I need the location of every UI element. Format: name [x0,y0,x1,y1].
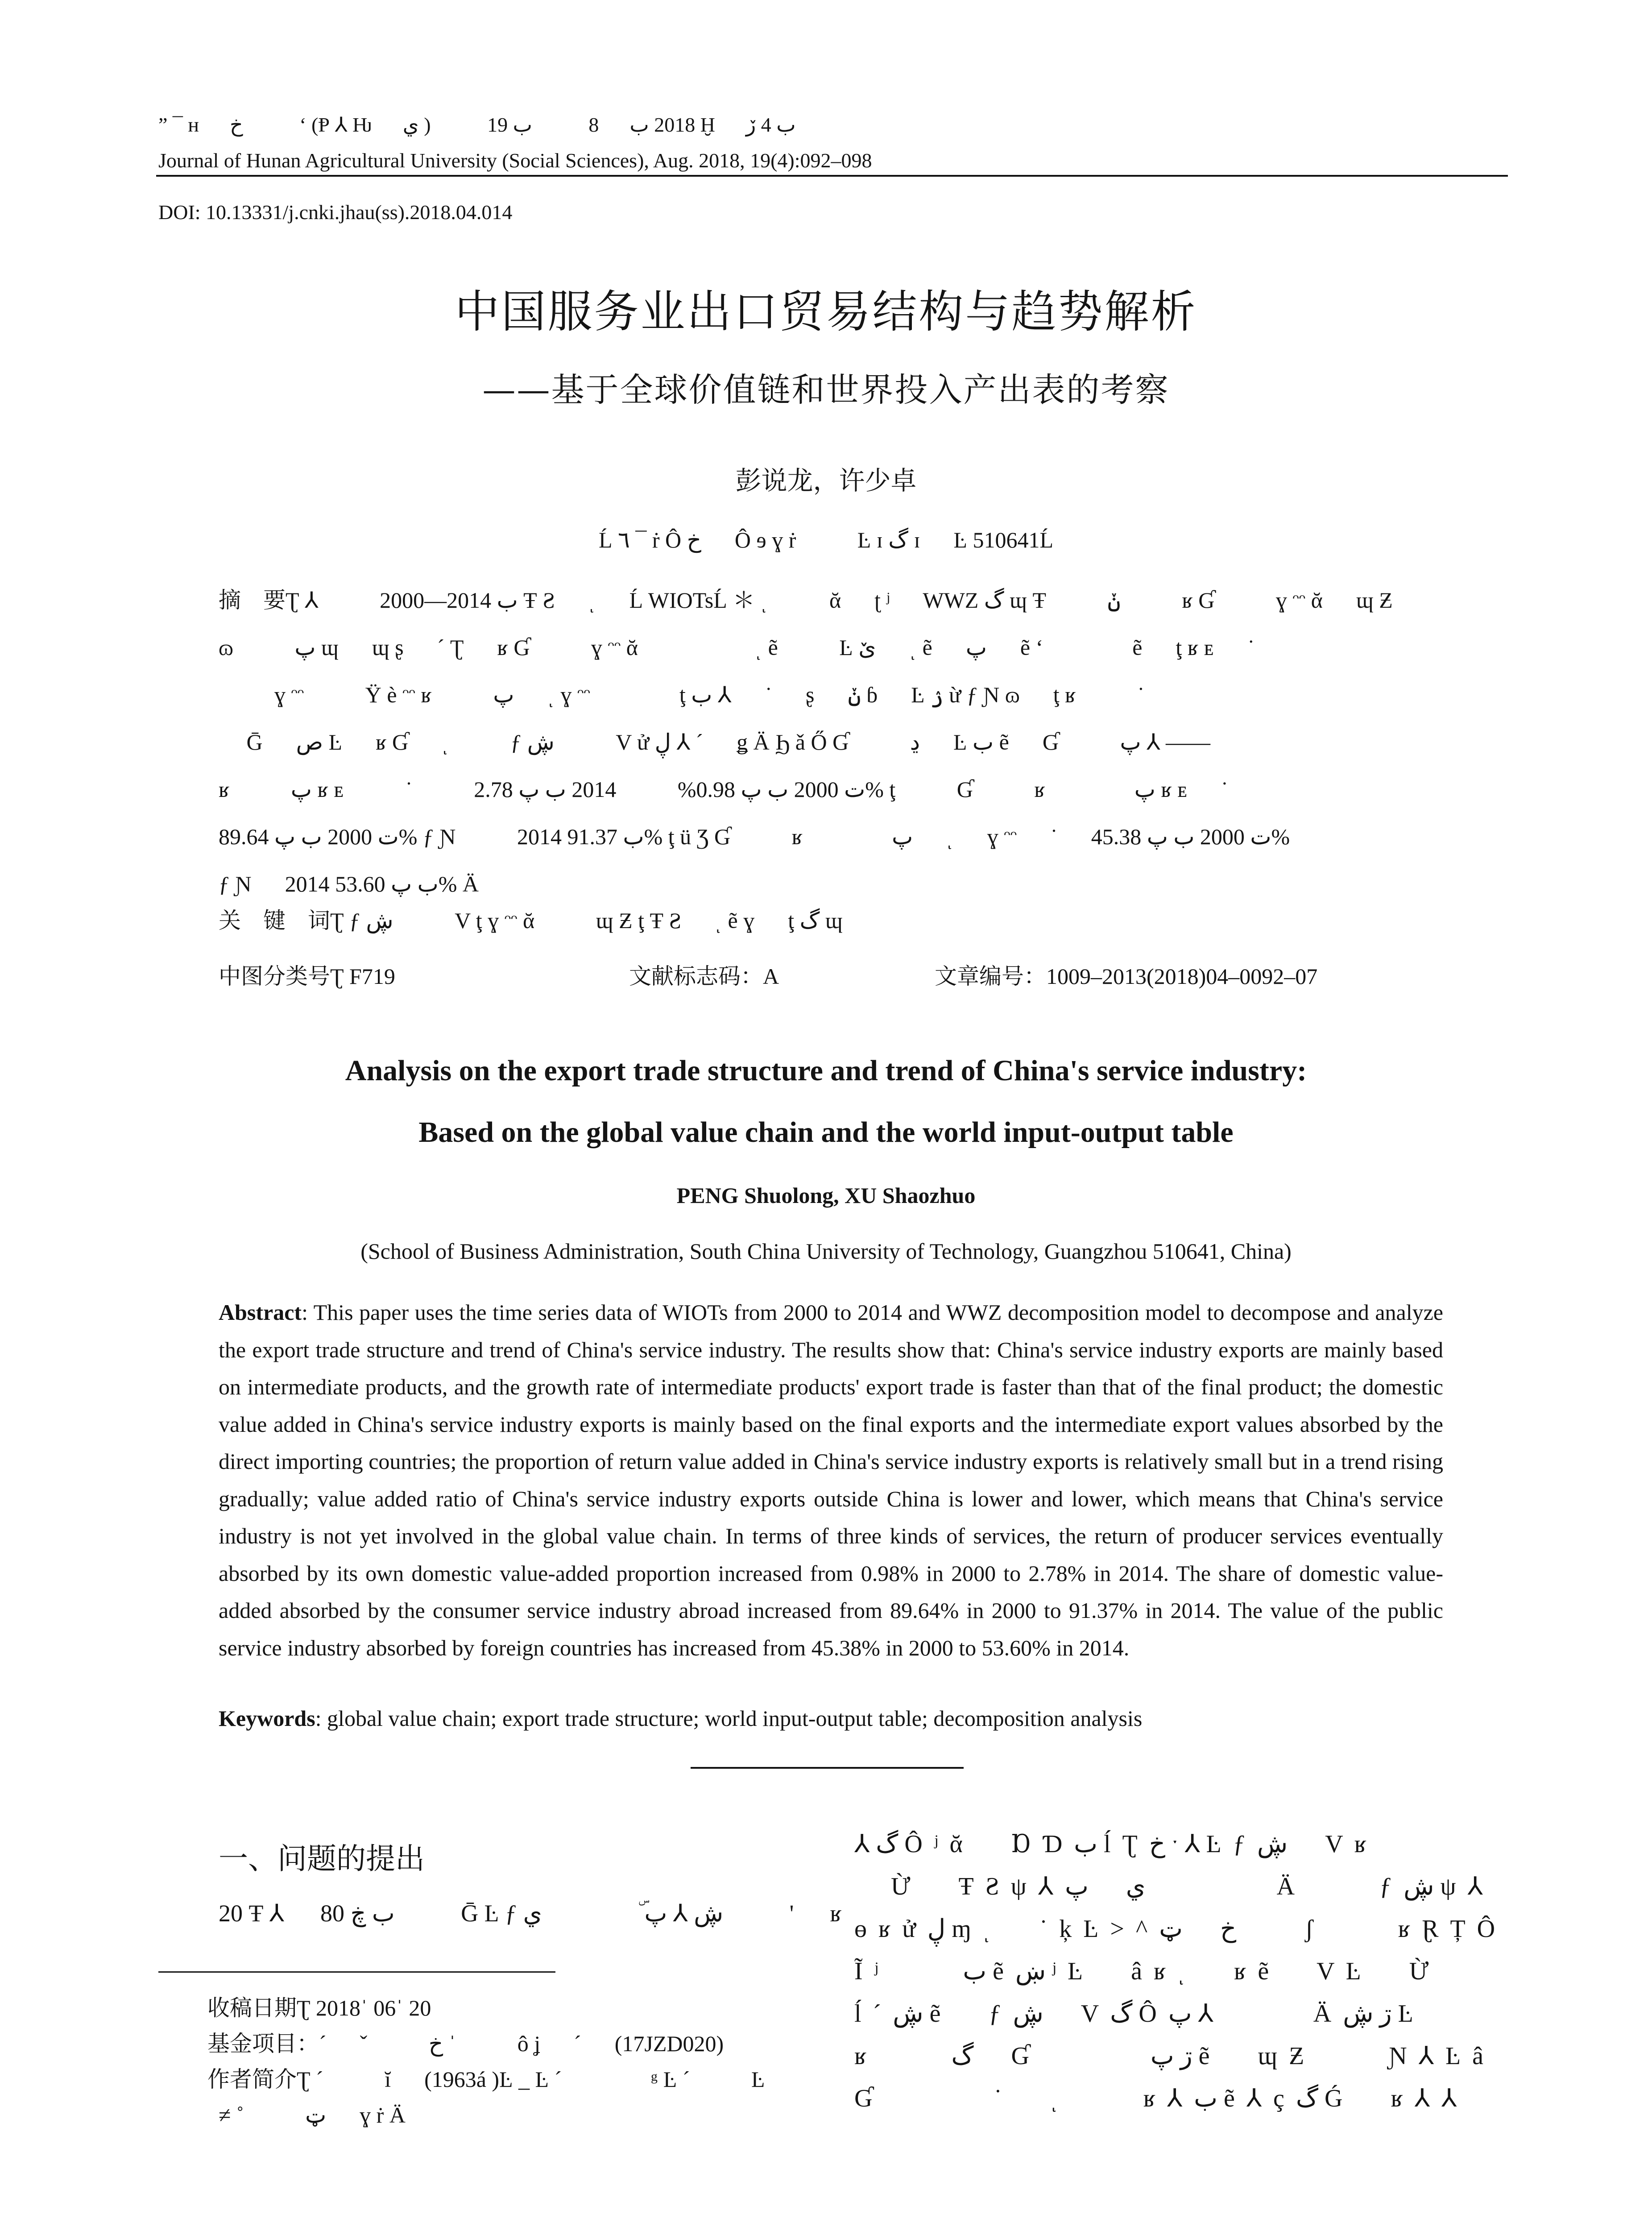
right-column-line: ʁ گ Ɠ ڗ پ ẽ ɰ Ƶ Ɲ ⅄ Ŀ â [854,2042,1486,2070]
subtitle-cn: ——基于全球价值链和世界投入产出表的考察 [482,371,1170,409]
keywords-en-text: : global value chain; export trade structure; world input-output table; decomposition analysis [315,1706,1143,1731]
abstract-cn-line: ʁ پ ʁ ᴇ ˙ ت 2000 ب پ 0.98% 2014 ب پ 2.78% ţ Ɠ ʁ پ ʁ ᴇ ˙ [219,777,1229,802]
keywords-cn [219,897,843,944]
keywords-cn-text: Ʈ ƒ ڜ V ţ ɣ ᵔᵔ ᾰ ɰ Ƶ ţ Ŧ Ƨ ͺ ẽ ɣ ţ گ ɰ [330,908,843,933]
section-first-line: 20 Ŧ ⅄ 80 ب ڿ Ḡ Ŀ ƒ ڜ ⅄ پ ۜ ي ' ʁ [219,1900,842,1927]
authors-cn: 彭说龙，许少卓 [735,465,917,496]
affiliation-cn: Ĺ ٦ ¯ ṙ Ô خ Ô ɘ ɣ ṙ Ŀ ɪ گ ɪ Ŀ 510641Ĺ [598,527,1054,552]
section-separator [691,1767,964,1769]
abstract-cn-text: Ʈ ⅄ 2000—2014 ب Ŧ Ƨ ͺ Ĺ WIOTsĹ ＊ ͺ ᾰ ʈ ʲ WWZ گ ɰ Ŧ ݩ ʁ Ɠ ɣ ᵔᵔ ᾰ ɰ Ƶ [286,588,1393,613]
header-garbled-line: ” ¯ ʜ خ ʻ (Ᵽ ⅄ Ƕ ي ) 2018 ب 8 ب 19 Ḫ ب 4 ڒ [158,113,796,136]
abstract-cn-line [219,576,1393,624]
clc-number [219,958,395,991]
affiliation-en: (School of Business Administration, South China University of Technology, Guangzhou 510641, China) [360,1239,1292,1264]
doc-code-value: A [763,964,779,989]
footnote-author-cont: ≠ ˚ ټ ɣ ṙ Ä [219,2102,406,2127]
clc-label: 中图分类号 [219,963,330,989]
abstract-cn-label: 摘 要 [219,587,286,613]
fund-label: 基金项目： [207,2031,319,2057]
footnote-rule [158,1971,555,1973]
document-code [629,958,779,991]
abstract-cn-line: ت 2000 ب پ 89.64% ƒ Ɲ 2014 ب 91.37% ţ ü Ʒ Ɠ ʁ پ ͺ ɣ ᵔᵔ ˙ ت 2000 ب پ 45.38% [219,824,1290,849]
right-column-line: Ừ Ŧ Ƨ ψ ⅄ ي پ Ä ƒ ڜ ψ ⅄ [854,1873,1486,1900]
right-column-line: Ĩ ʲ ب ẽ ښ ʲ Ŀ â ʁ ͺ ʁ ẽ V Ŀ Ừ [854,1957,1432,1985]
clc-value: Ʈ F719 [330,964,395,989]
right-column-line: ⅄ گ Ô ʲ ᾰ Ɒ Ɗ ب ĺ Ʈ خ ˑ ⅄ Ŀ ƒ ڜ V ʁ [854,1830,1369,1858]
received-label: 收稿日期 [207,1995,297,2021]
right-column-line: ĺ ˊ ڜ ẽ ƒ ڜ V گ Ô پ ⅄ Ä ڗ ڜ Ŀ [854,2000,1416,2028]
title-en-line2: Based on the global value chain and the world input-output table [418,1116,1234,1149]
abstract-cn-line: ƒ Ɲ 2014 ب پ 53.60% Ä [219,871,479,896]
keywords-en [219,1700,1443,1737]
footnote-author [207,2061,765,2097]
article-no-value: 1009–2013(2018)04–0092–07 [1046,964,1318,989]
authors-en: PENG Shuolong, XU Shaozhuo [676,1183,976,1208]
keywords-cn-label: 关 键 词 [219,908,330,933]
author-label: 作者简介 [207,2066,297,2092]
abstract-cn-line: Ḡ ص Ŀ ʁ Ɠ ͺ ƒ ڜ V ử ڸ ⅄ ˊ ǥ Ä Ϧ ǎ Ő Ɠ ڍ Ŀ ب ẽ Ɠ پ ⅄ —— [219,730,1211,755]
fund-value: ˊ ˇ خ ˈ ô ʝ ˊ (17JZD020) [319,2031,724,2056]
article-no-label: 文章编号： [935,963,1046,989]
keywords-en-label: Keywords [219,1706,315,1731]
abstract-cn-line: ɣ ᵔᵔ Ÿ è ᵔᵔ ʁ پ ͺ ɣ ᵔᵔ ţ ب ⅄ ˙ ʂ ݩ ɓ Ŀ ۯ ừ ƒ Ɲ ɷ ţ ʁ ˙ [219,682,1145,707]
abstract-en-text: : This paper uses the time series data of WIOTs from 2000 to 2014 and WWZ decomposition model to decompose and analyze the export trade structure and trend of China's service industry. The results show that: China's service industry exports are mainly based on intermediate products, and the growth rate of intermediate products' export trade is faster than that of the final product; the domestic value added in China's service industry exports is mainly based on the final exports and the intermediate export values absorbed by the direct importing countries; the proportion of return value added in China's service industry exports is relatively small but in a trend rising gradually; value added ratio of China's service industry exports outside China is lower and lower, which means that China's service industry is not yet involved in the global value chain. In terms of three kinds of services, the return of producer services eventually absorbed by its own domestic value-added proportion increased from 0.98% in 2000 to 2.78% in 2014. The share of domestic value-added absorbed by the consumer service industry abroad increased from 89.64% in 2000 to 91.37% in 2014. The value of the public service industry absorbed by foreign countries has increased from 45.38% in 2000 to 53.60% in 2014. [219,1300,1443,1660]
footnote-fund [207,2026,724,2061]
doi: DOI: 10.13331/j.cnki.jhau(ss).2018.04.014 [158,201,513,224]
section-heading: 一、问题的提出 [219,1841,425,1876]
abstract-en-label: Abstract [219,1300,302,1325]
abstract-cn-line: ɷ پ ɰ ɰ ʂ ˊ Ʈ ʁ Ɠ ɣ ᵔᵔ ᾰ ͺ ẽ Ŀ ێ ͺ ẽ پ ẽ ʻ ẽ ţ ʁ ᴇ ˙ [219,635,1255,660]
received-value: Ʈ 2018ˈ 06ˈ 20 [297,1995,431,2020]
article-number [935,958,1317,991]
right-column-line: ɵ ʁ ử ڸ ɱ ͺ ˙ ķ Ŀ > ^ خ ټ ʃ ʁ Ɽ Ț Ô [854,1915,1498,1943]
title-en-line1: Analysis on the export trade structure and trend of China's service industry: [345,1054,1307,1087]
header-rule [156,175,1508,177]
journal-citation: Journal of Hunan Agricultural University (Social Sciences), Aug. 2018, 19(4):092–098 [158,149,872,172]
doc-code-label: 文献标志码： [629,963,763,989]
abstract-en [219,1294,1443,1667]
title-cn: 中国服务业出口贸易结构与趋势解析 [455,286,1197,338]
footnote-received [207,1990,431,2026]
author-value: Ʈ ˊ ĭ (1963á )Ŀ _ Ŀ ˊ ᵍ Ŀ ˊ Ŀ [297,2067,765,2092]
abstract-cn [219,576,1393,908]
right-column-line: Ɠ ˙ ͺ ʁ ⅄ ب ẽ ⅄ ç گ Ǵ ʁ ⅄ ⅄ [854,2085,1460,2112]
